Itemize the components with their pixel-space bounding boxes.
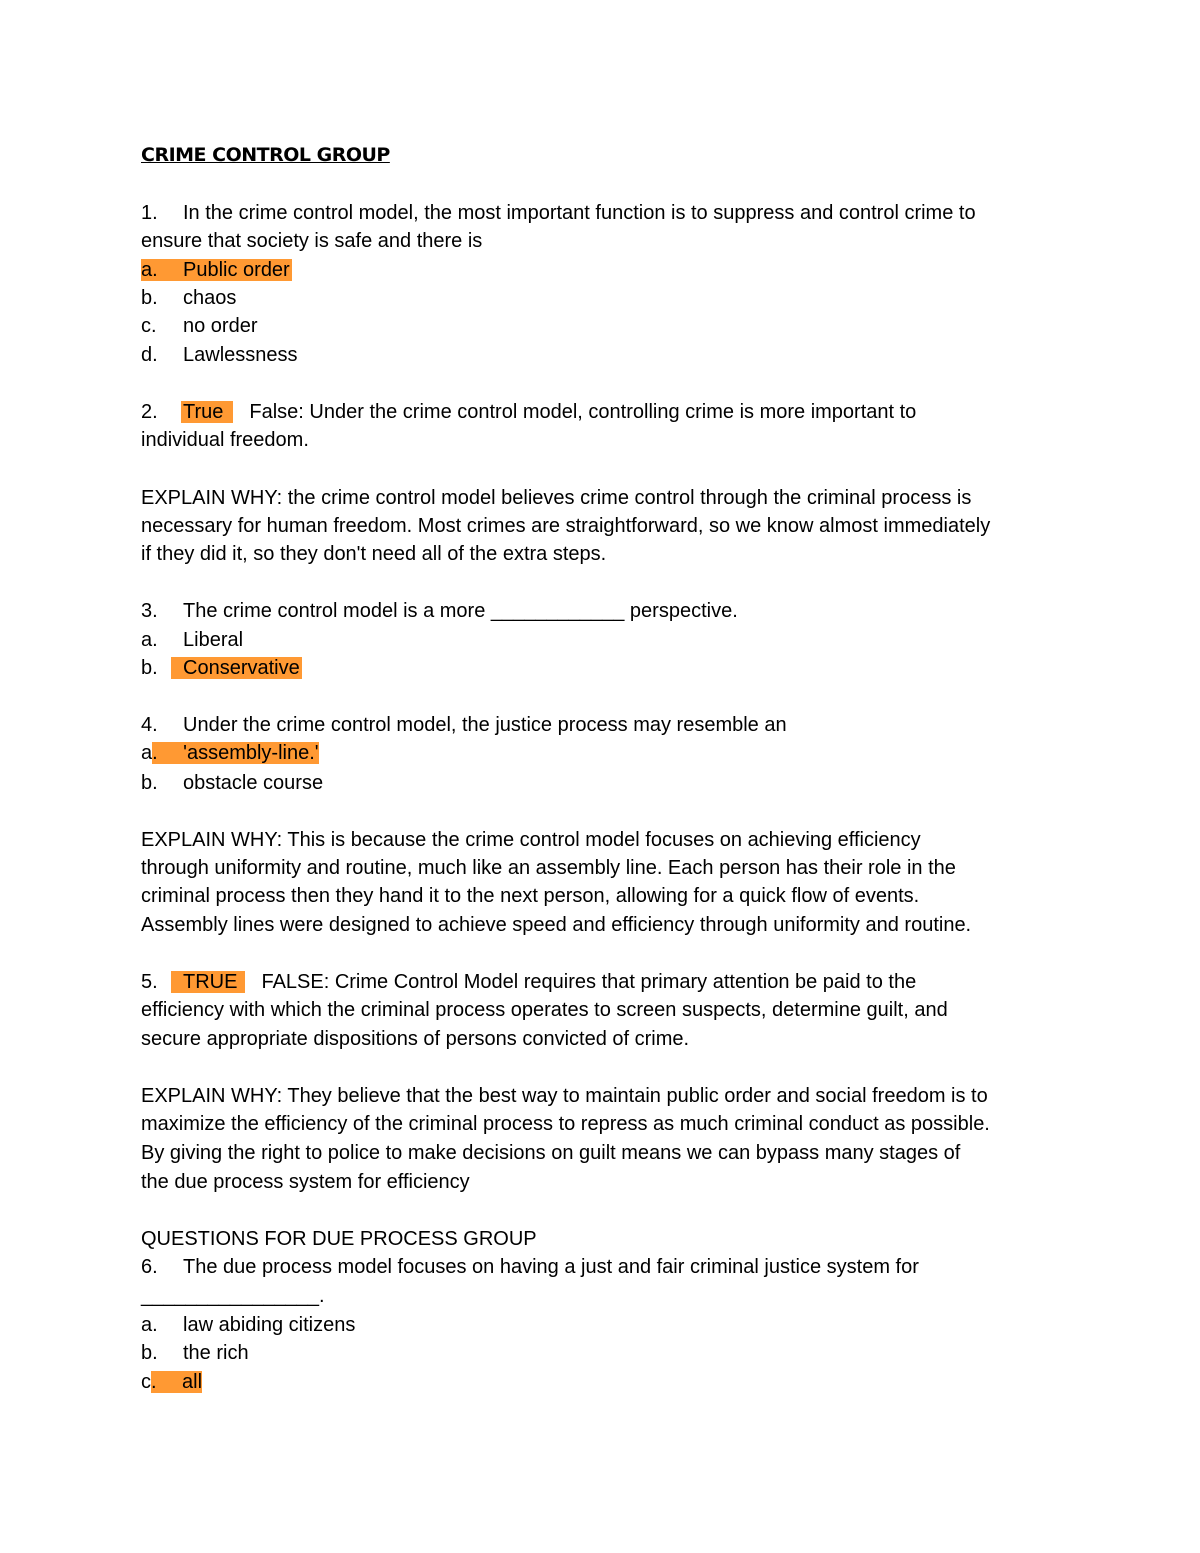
explanation-line: the due process system for efficiency (141, 1171, 470, 1193)
question-number: 1. (141, 202, 158, 224)
explanation-line: EXPLAIN WHY: They believe that the best way to maintain public order and social freedom is to (141, 1085, 988, 1107)
option-c: c. no order (141, 315, 258, 337)
question-1 (141, 199, 976, 227)
question-text: The crime control model is a more ____________ perspective. (183, 600, 738, 622)
question-text-continued: ________________. (141, 1285, 325, 1307)
page-title: CRIME CONTROL GROUP (141, 144, 390, 166)
question-text: Under the crime control model, the justice process may resemble an (183, 714, 787, 736)
option-b: b. chaos (141, 287, 237, 309)
option-a: a. 'assembly-line.' (141, 742, 319, 764)
explanation-line: if they did it, so they don't need all of the extra steps. (141, 543, 607, 565)
question-number: 2. (141, 401, 158, 423)
option-b: b. obstacle course (141, 772, 324, 794)
explanation-line: EXPLAIN WHY: the crime control model believes crime control through the criminal process is (141, 487, 972, 509)
question-text: False: Under the crime control model, controlling crime is more important to (249, 401, 917, 423)
question-4 (141, 711, 787, 739)
explanation-line: through uniformity and routine, much like an assembly line. Each person has their role in the (141, 857, 956, 879)
highlighted-answer: a. Public order (141, 259, 290, 281)
option-b: b. the rich (141, 1342, 249, 1364)
explanation-line: criminal process then they hand it to the next person, allowing for a quick flow of events. (141, 885, 920, 907)
option-b: b. Conservative (141, 657, 300, 679)
highlighted-answer: Conservative (171, 657, 302, 679)
question-text: In the crime control model, the most important function is to suppress and control crime to (183, 202, 976, 224)
question-number: 3. (141, 600, 158, 622)
option-d: d. Lawlessness (141, 344, 298, 366)
explanation-line: maximize the efficiency of the criminal process to repress as much criminal conduct as possible. (141, 1113, 990, 1135)
option-a: a. Liberal (141, 629, 244, 651)
question-5 (141, 968, 916, 996)
question-text-continued: efficiency with which the criminal process operates to screen suspects, determine guilt, and (141, 999, 948, 1021)
option-a (141, 256, 292, 284)
highlighted-answer: True (181, 401, 233, 423)
highlighted-answer: . all (151, 1371, 203, 1393)
question-number: 6. (141, 1256, 158, 1278)
question-text-continued: ensure that society is safe and there is (141, 230, 483, 252)
option-a: a. law abiding citizens (141, 1314, 356, 1336)
explanation-line: Assembly lines were designed to achieve speed and efficiency through uniformity and routine. (141, 914, 972, 936)
section-heading: QUESTIONS FOR DUE PROCESS GROUP (141, 1228, 537, 1250)
question-text-continued: individual freedom. (141, 429, 309, 451)
question-text: The due process model focuses on having a just and fair criminal justice system for (183, 1256, 919, 1278)
question-text-continued: secure appropriate dispositions of persons convicted of crime. (141, 1028, 690, 1050)
option-c: c. all (141, 1371, 203, 1393)
explanation-line: necessary for human freedom. Most crimes are straightforward, so we know almost immediately (141, 515, 991, 537)
highlighted-answer: TRUE (171, 971, 245, 993)
question-3 (141, 597, 738, 625)
question-number: 4. (141, 714, 158, 736)
question-number: 5. (141, 971, 158, 993)
question-6 (141, 1253, 919, 1281)
question-text: FALSE: Crime Control Model requires that primary attention be paid to the (261, 971, 917, 993)
highlighted-answer: . 'assembly-line.' (152, 742, 319, 764)
explanation-line: By giving the right to police to make decisions on guilt means we can bypass many stages of (141, 1142, 961, 1164)
question-2 (141, 398, 916, 426)
explanation-line: EXPLAIN WHY: This is because the crime control model focuses on achieving efficiency (141, 829, 921, 851)
